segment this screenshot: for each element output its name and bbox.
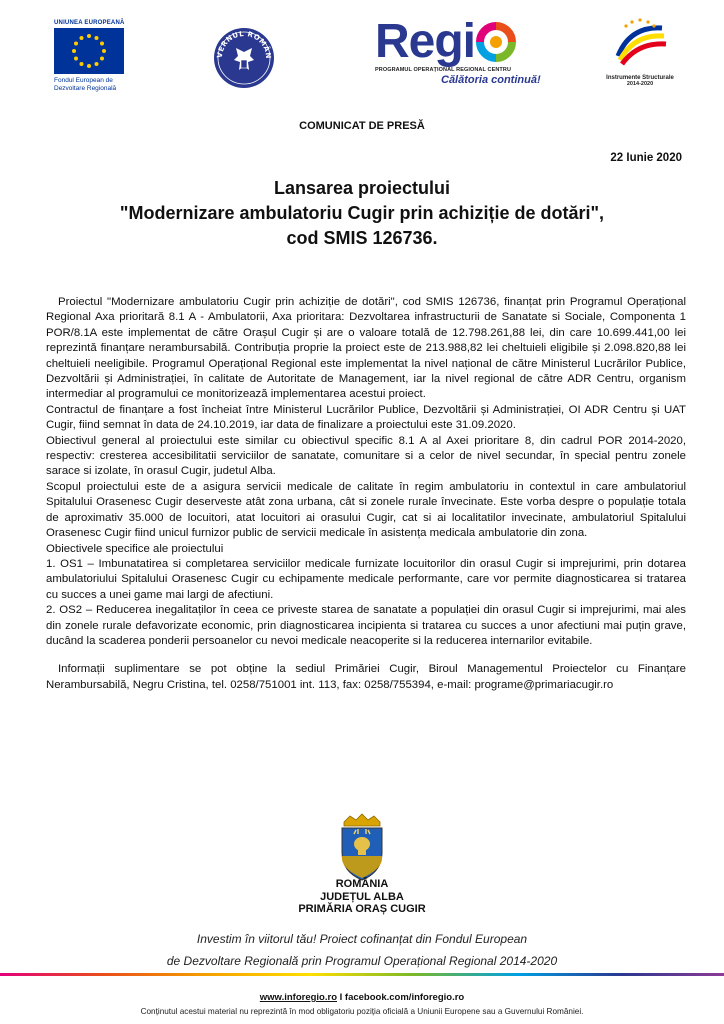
eu-flag-icon — [54, 28, 124, 74]
eu-logo-caption-top: UNIUNEA EUROPEANĂ — [54, 20, 125, 26]
paragraph-specific-objectives-heading: Obiectivele specifice ale proiectului — [46, 542, 224, 555]
title-line-2: "Modernizare ambulatoriu Cugir prin achiziție de dotări", — [119, 203, 605, 223]
inforegio-website-link[interactable]: www.inforegio.ro — [259, 992, 337, 1003]
is-caption-line1: Instrumente Structurale — [606, 75, 674, 81]
institution-block — [0, 878, 724, 916]
eu-caption-line1: Fondul European de — [54, 77, 113, 84]
article-body — [46, 295, 686, 693]
legal-disclaimer: Conținutul acestui material nu reprezintă în mod obligatoriu poziția oficială a Uniunii Europene sau a Guvernului României. — [140, 1007, 584, 1016]
coat-of-arms-icon — [336, 812, 388, 882]
instrumente-structurale-logo — [600, 16, 680, 96]
rainbow-divider — [0, 973, 724, 976]
structural-instruments-icon — [610, 16, 670, 68]
footer-links — [0, 992, 724, 1003]
paragraph-os1: 1. OS1 – Imbunatatirea si completarea serviciilor medicale furnizate locuitorilor din orasul Cugir si imprejurimi, prin dotarea ambulatoriului Spitalului Orasenesc Cugir cu echipamente medicale performante, care vor permite diagnosticarea si tratarea cu succes a unei game mai largi de afectiuni. — [46, 557, 686, 601]
press-release-label: COMUNICAT DE PRESĂ — [299, 120, 425, 132]
release-date: 22 Iunie 2020 — [610, 152, 682, 164]
paragraph-scope: Scopul proiectului este de a asigura servicii medicale de calitate în regim ambulatoriu in contextul in care ambulatoriul Spitalului Orasenesc Cugir deserveste atât zona urbana, cât si zonele rurale învecinate. Este vorba despre o populație totala de aproximativ 35.000 de locuitori, atat locuitori ai orasului Cugir, cat si ai localitatilor invecinate, ambulatoriul Spitalului Orasenesc Cugir fiind unicul furnizor public de servicii medicale în asistența medicala ambulatorie din zona. — [46, 480, 686, 540]
romanian-government-logo — [212, 26, 276, 90]
institution-country: ROMÂNIA — [335, 878, 389, 890]
regio-program-caption: PROGRAMUL OPERAȚIONAL REGIONAL CENTRU — [375, 67, 512, 73]
eu-logo-caption — [54, 77, 134, 93]
eu-stars-icon — [54, 28, 124, 74]
paragraph-general-objective: Obiectivul general al proiectului este similar cu obiectivul specific 8.1 A al Axei prioritare 8, din cadrul POR 2014-2020, respectiv: cresterea accesibilitatii serviciilor de sanatate, comunitare si a celor de nivel secundar, în special pentru zonele sarace si izolate, în orasul Cugir, judetul Alba. — [46, 434, 686, 478]
regio-wordmark: Regi — [375, 15, 476, 68]
regio-slogan: Călătoria continuă! — [441, 74, 541, 86]
institution-city-hall: PRIMĂRIA ORAȘ CUGIR — [298, 903, 426, 915]
eu-caption-line2: Dezvoltare Regională — [54, 85, 117, 92]
gov-arc-text: VERNUL ROMÂN — [215, 29, 273, 60]
title-line-1: Lansarea proiectului — [273, 178, 451, 198]
eu-logo — [54, 20, 134, 93]
header-logos — [0, 0, 724, 110]
cugir-coat-of-arms — [336, 812, 388, 882]
institution-county: JUDEȚUL ALBA — [320, 890, 404, 903]
page-title — [0, 176, 724, 251]
government-seal-icon — [212, 26, 276, 90]
paragraph-intro: Proiectul "Modernizare ambulatoriu Cugir prin achiziție de dotări", cod SMIS 126736, finanțat prin Programul Operațional Regional Axa prioritară 8.1 A - Ambulatorii, Axa prioritara: Dezvoltarea infrastructurii de Sanatate si Sociale, Componenta 1 POR/8.1A este implementat de către Orașul Cugir și are o valoare totală de 12.798.261,88 lei, din care 10.699.441,00 lei reprezintă finanțare nerambursabilă. Contribuția proprie la proiect este de 213.988,82 lei cheltuieli eligibile și 2.098.820,88 lei cheltuieli neeligibile. Programul Operațional Regional este implementat la nivel național de către Ministerul Lucrărilor Publice, Dezvoltării și Administrației, în calitate de Autoritate de Management, iar la nivel regional de către ADR Centru, organism intermediar al programului ce monitorizează implementarea acestui proiect. — [46, 296, 686, 401]
links-separator: I — [337, 992, 345, 1003]
regio-rainbow-o-icon — [476, 22, 516, 62]
title-line-3: cod SMIS 126736. — [286, 228, 438, 248]
is-caption-line2: 2014-2020 — [626, 81, 654, 87]
paragraph-os2: 2. OS2 – Reducerea inegalitaților în ceea ce priveste starea de sanatate a populației din orasul Cugir si imprejurimi, mai ales din zonele rurale defavorizate economic, prin diagnosticarea incipienta si tratarea cu succes a unor afectiuni mai puțin grave, ducând la scaderea ponderii persoanelor cu nevoi medicale neacoperite si la reducerea internarilor evitabile. — [46, 604, 686, 647]
paragraph-contract: Contractul de finanțare a fost încheiat între Ministerul Lucrărilor Publice, Dezvoltării și Administrației, OI ADR Centru și UAT Cugir, fiind semnat în data de 24.10.2019, iar data de finalizare a proiectului este 31.09.2020. — [46, 403, 686, 432]
funding-slogan-line-1: Investim în viitorul tău! Proiect cofinanțat din Fondul European — [196, 932, 528, 946]
funding-slogan-line-2: de Dezvoltare Regională prin Programul Operațional Regional 2014-2020 — [166, 954, 558, 968]
facebook-link[interactable]: facebook.com/inforegio.ro — [344, 992, 465, 1003]
funding-slogan — [0, 928, 724, 972]
paragraph-contact-info: Informații suplimentare se pot obține la sediul Primăriei Cugir, Biroul Managementul Proiectelor cu Finanțare Nerambursabilă, Negru Cristina, tel. 0258/751001 int. 113, fax: 0258/755394, e-mail: programe@primariacugir.ro — [46, 663, 686, 691]
regio-logo — [375, 15, 545, 98]
